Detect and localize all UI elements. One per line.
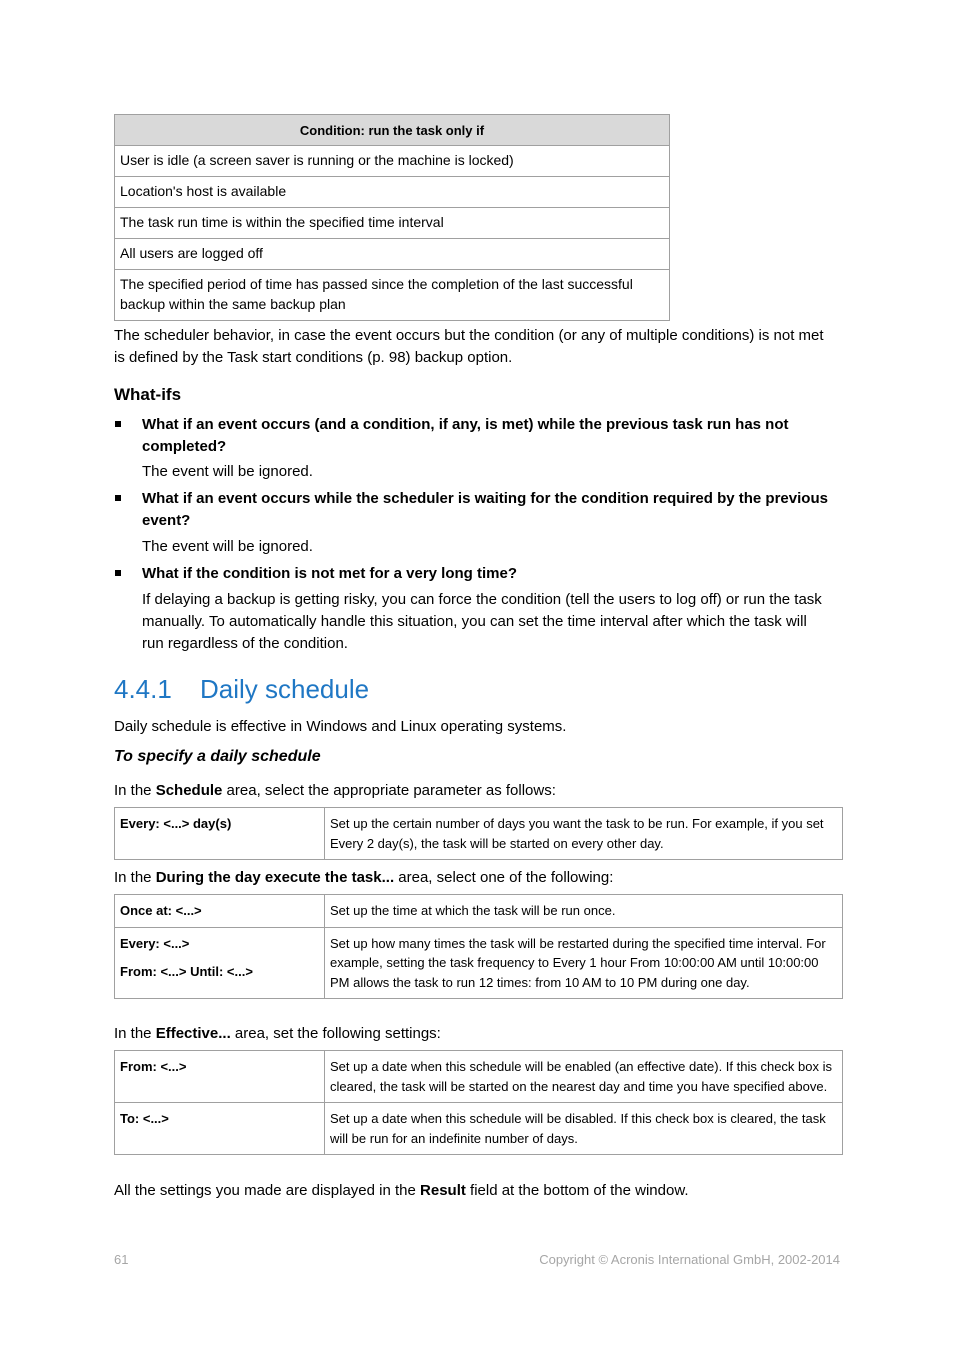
effective-table	[114, 1050, 843, 1155]
schedule-lead: In the Schedule area, select the appropriate parameter as follows:	[114, 782, 556, 799]
copyright: Copyright © Acronis International GmbH, 2002-2014	[539, 1252, 840, 1267]
schedule-table	[114, 807, 843, 860]
whatif-question: What if an event occurs while the scheduler is waiting for the condition required by the previous event?	[142, 490, 828, 529]
during-table	[114, 894, 843, 999]
table-value: Set up a date when this schedule will be enabled (an effective date). If this check box is cleared, the task will be started on the nearest day and time you have specified above.	[325, 1051, 843, 1103]
table-key: Every: <...> From: <...> Until: <...>	[115, 927, 325, 999]
table-row	[115, 808, 843, 860]
whatif-answer: The event will be ignored.	[142, 538, 313, 555]
table-value: Set up the certain number of days you want the task to be run. For example, if you set Every 2 day(s), the task will be started on every other day.	[325, 808, 843, 860]
condition-table-header: Condition: run the task only if	[115, 115, 670, 146]
table-row	[115, 1051, 843, 1103]
section-heading	[114, 674, 369, 705]
condition-row: Location's host is available	[115, 177, 670, 208]
table-value: Set up the time at which the task will be run once.	[325, 895, 843, 928]
table-row	[115, 1103, 843, 1155]
table-key: Once at: <...>	[115, 895, 325, 928]
whatif-answer: If delaying a backup is getting risky, you can force the condition (tell the users to log off) or run the task manually. To automatically handle this situation, you can set the time interval after which the task will run regardless of the condition.	[142, 591, 822, 652]
condition-row: User is idle (a screen saver is running or the machine is locked)	[115, 146, 670, 177]
table-value: Set up a date when this schedule will be disabled. If this check box is cleared, the task will be run for an indefinite number of days.	[325, 1103, 843, 1155]
table-row	[115, 927, 843, 999]
whatifs-heading: What-ifs	[114, 385, 182, 404]
bullet-icon	[115, 570, 121, 576]
table-key: Every: <...> day(s)	[115, 808, 325, 860]
whatif-answer: The event will be ignored.	[142, 463, 313, 480]
page-number: 61	[114, 1252, 129, 1267]
condition-row: All users are logged off	[115, 239, 670, 270]
during-lead: In the During the day execute the task... area, select one of the following:	[114, 869, 614, 886]
table-key: From: <...>	[115, 1051, 325, 1103]
whatif-question: What if the condition is not met for a very long time?	[142, 565, 518, 582]
effective-lead: In the Effective... area, set the following settings:	[114, 1025, 441, 1042]
condition-row: The task run time is within the specified time interval	[115, 208, 670, 239]
section-number: 4.4.1	[114, 674, 172, 704]
condition-table	[114, 114, 670, 321]
table-row	[115, 895, 843, 928]
scheduler-paragraph: The scheduler behavior, in case the event occurs but the condition (or any of multiple conditions) is not met is defined by the Task start conditions (p. 98) backup option.	[114, 327, 824, 366]
table-key: To: <...>	[115, 1103, 325, 1155]
condition-row: The specified period of time has passed since the completion of the last successful backup within the same backup plan	[115, 270, 670, 321]
whatif-question: What if an event occurs (and a condition, if any, is met) while the previous task run has not completed?	[142, 416, 789, 455]
procedure-title: To specify a daily schedule	[114, 748, 321, 765]
bullet-icon	[115, 495, 121, 501]
section-intro: Daily schedule is effective in Windows and Linux operating systems.	[114, 718, 567, 735]
closing-paragraph: All the settings you made are displayed in the Result field at the bottom of the window.	[114, 1182, 689, 1199]
table-value: Set up how many times the task will be restarted during the specified time interval. For example, setting the task frequency to Every 1 hour From 10:00:00 AM until 10:00:00 PM allows the task to run 12 times: from 10 AM to 10 PM during one day.	[325, 927, 843, 999]
section-title: Daily schedule	[200, 674, 370, 704]
bullet-icon	[115, 421, 121, 427]
